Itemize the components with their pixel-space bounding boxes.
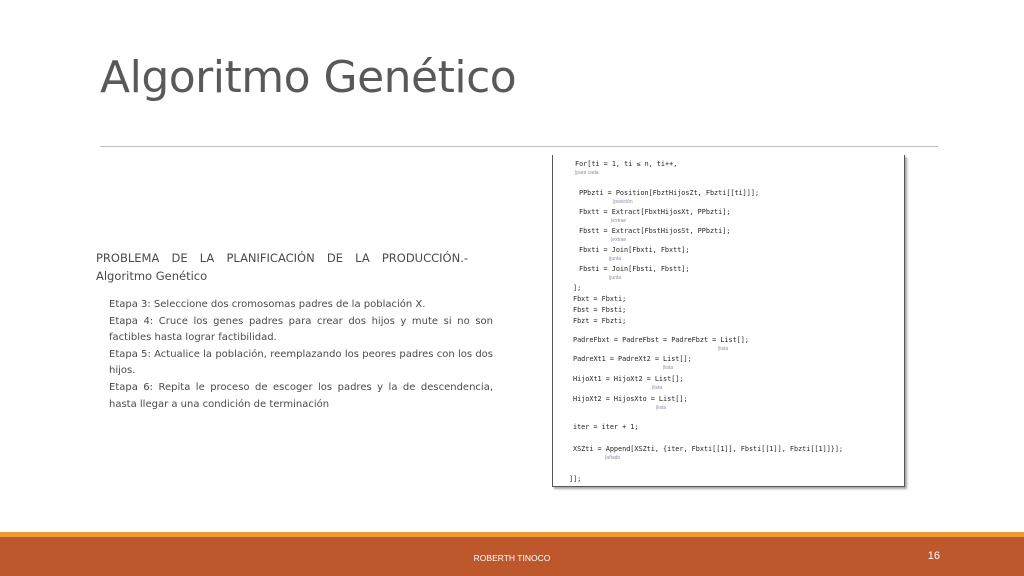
code-note: |lista: [718, 346, 729, 352]
code-note: |añadir: [605, 455, 621, 461]
code-note: |lista: [656, 405, 667, 411]
stage-item: Etapa 4: Cruce los genes padres para crear dos hijos y mute si no son factibles hasta lograr factibilidad.: [109, 315, 493, 344]
code-line: PadreFbxt = PadreFbst = PadreFbzt = List[];: [573, 336, 749, 344]
code-line: ];: [573, 284, 582, 292]
slide-number: 16: [927, 550, 940, 562]
code-line: ]];: [569, 475, 582, 483]
code-line: Fbsti = Join[Fbsti, Fbstt];: [579, 265, 690, 273]
code-line: HijoXt2 = HijosXto = List[];: [573, 395, 688, 403]
code-line: Fbzt = Fbzti;: [573, 317, 627, 325]
stage-list: [109, 297, 493, 413]
code-note: |junta: [609, 275, 622, 281]
code-screenshot: [552, 155, 905, 487]
stage-item: Etapa 3: Seleccione dos cromosomas padres de la población X.: [109, 299, 426, 310]
code-note: |lista: [652, 385, 663, 391]
code-line: Fbstt = Extract[FbstHijosSt, PPbzti];: [579, 227, 731, 235]
stage-item: Etapa 5: Actualice la población, reemplazando los peores padres con los dos hijos.: [109, 348, 493, 377]
code-line: XSZti = Append[XSZti, {iter, Fbxti[[1]], Fbsti[[1]], Fbzti[[1]]}];: [573, 445, 844, 453]
footer-author: ROBERTH TINOCO: [473, 553, 551, 563]
code-line: Fbxt = Fbxti;: [573, 295, 627, 303]
code-note: |extrae: [611, 237, 627, 243]
code-note: |posición: [613, 199, 633, 205]
stage-item: Etapa 6: Repita le proceso de escoger los padres y la de descendencia, hasta llegar a una condición de terminación: [109, 381, 493, 410]
code-line: Fbxtt = Extract[FbxtHijosXt, PPbzti];: [579, 208, 731, 216]
code-line: Fbxti = Join[Fbxti, Fbxtt];: [579, 246, 690, 254]
problem-heading: PROBLEMA DE LA PLANIFICACIÓN DE LA PRODUCCIÓN.- Algoritmo Genético: [96, 251, 468, 283]
title-divider: [100, 146, 938, 147]
code-line: PadreXt1 = PadreXt2 = List[];: [573, 355, 692, 363]
code-line: Fbst = Fbsti;: [573, 306, 627, 314]
code-note: |para cada: [575, 170, 599, 176]
slide-title: Algoritmo Genético: [100, 52, 517, 103]
code-line: iter = iter + 1;: [573, 423, 639, 431]
code-line: PPbzti = Position[FbztHijosZt, Fbzti[[ti]]];: [579, 189, 760, 197]
code-line: HijoXt1 = HijoXt2 = List[];: [573, 375, 684, 383]
code-note: |junta: [609, 256, 622, 262]
code-note: |extrae: [611, 218, 627, 224]
code-note: |lista: [663, 365, 674, 371]
code-line: For[ti = 1, ti ≤ n, ti++,: [575, 160, 678, 168]
